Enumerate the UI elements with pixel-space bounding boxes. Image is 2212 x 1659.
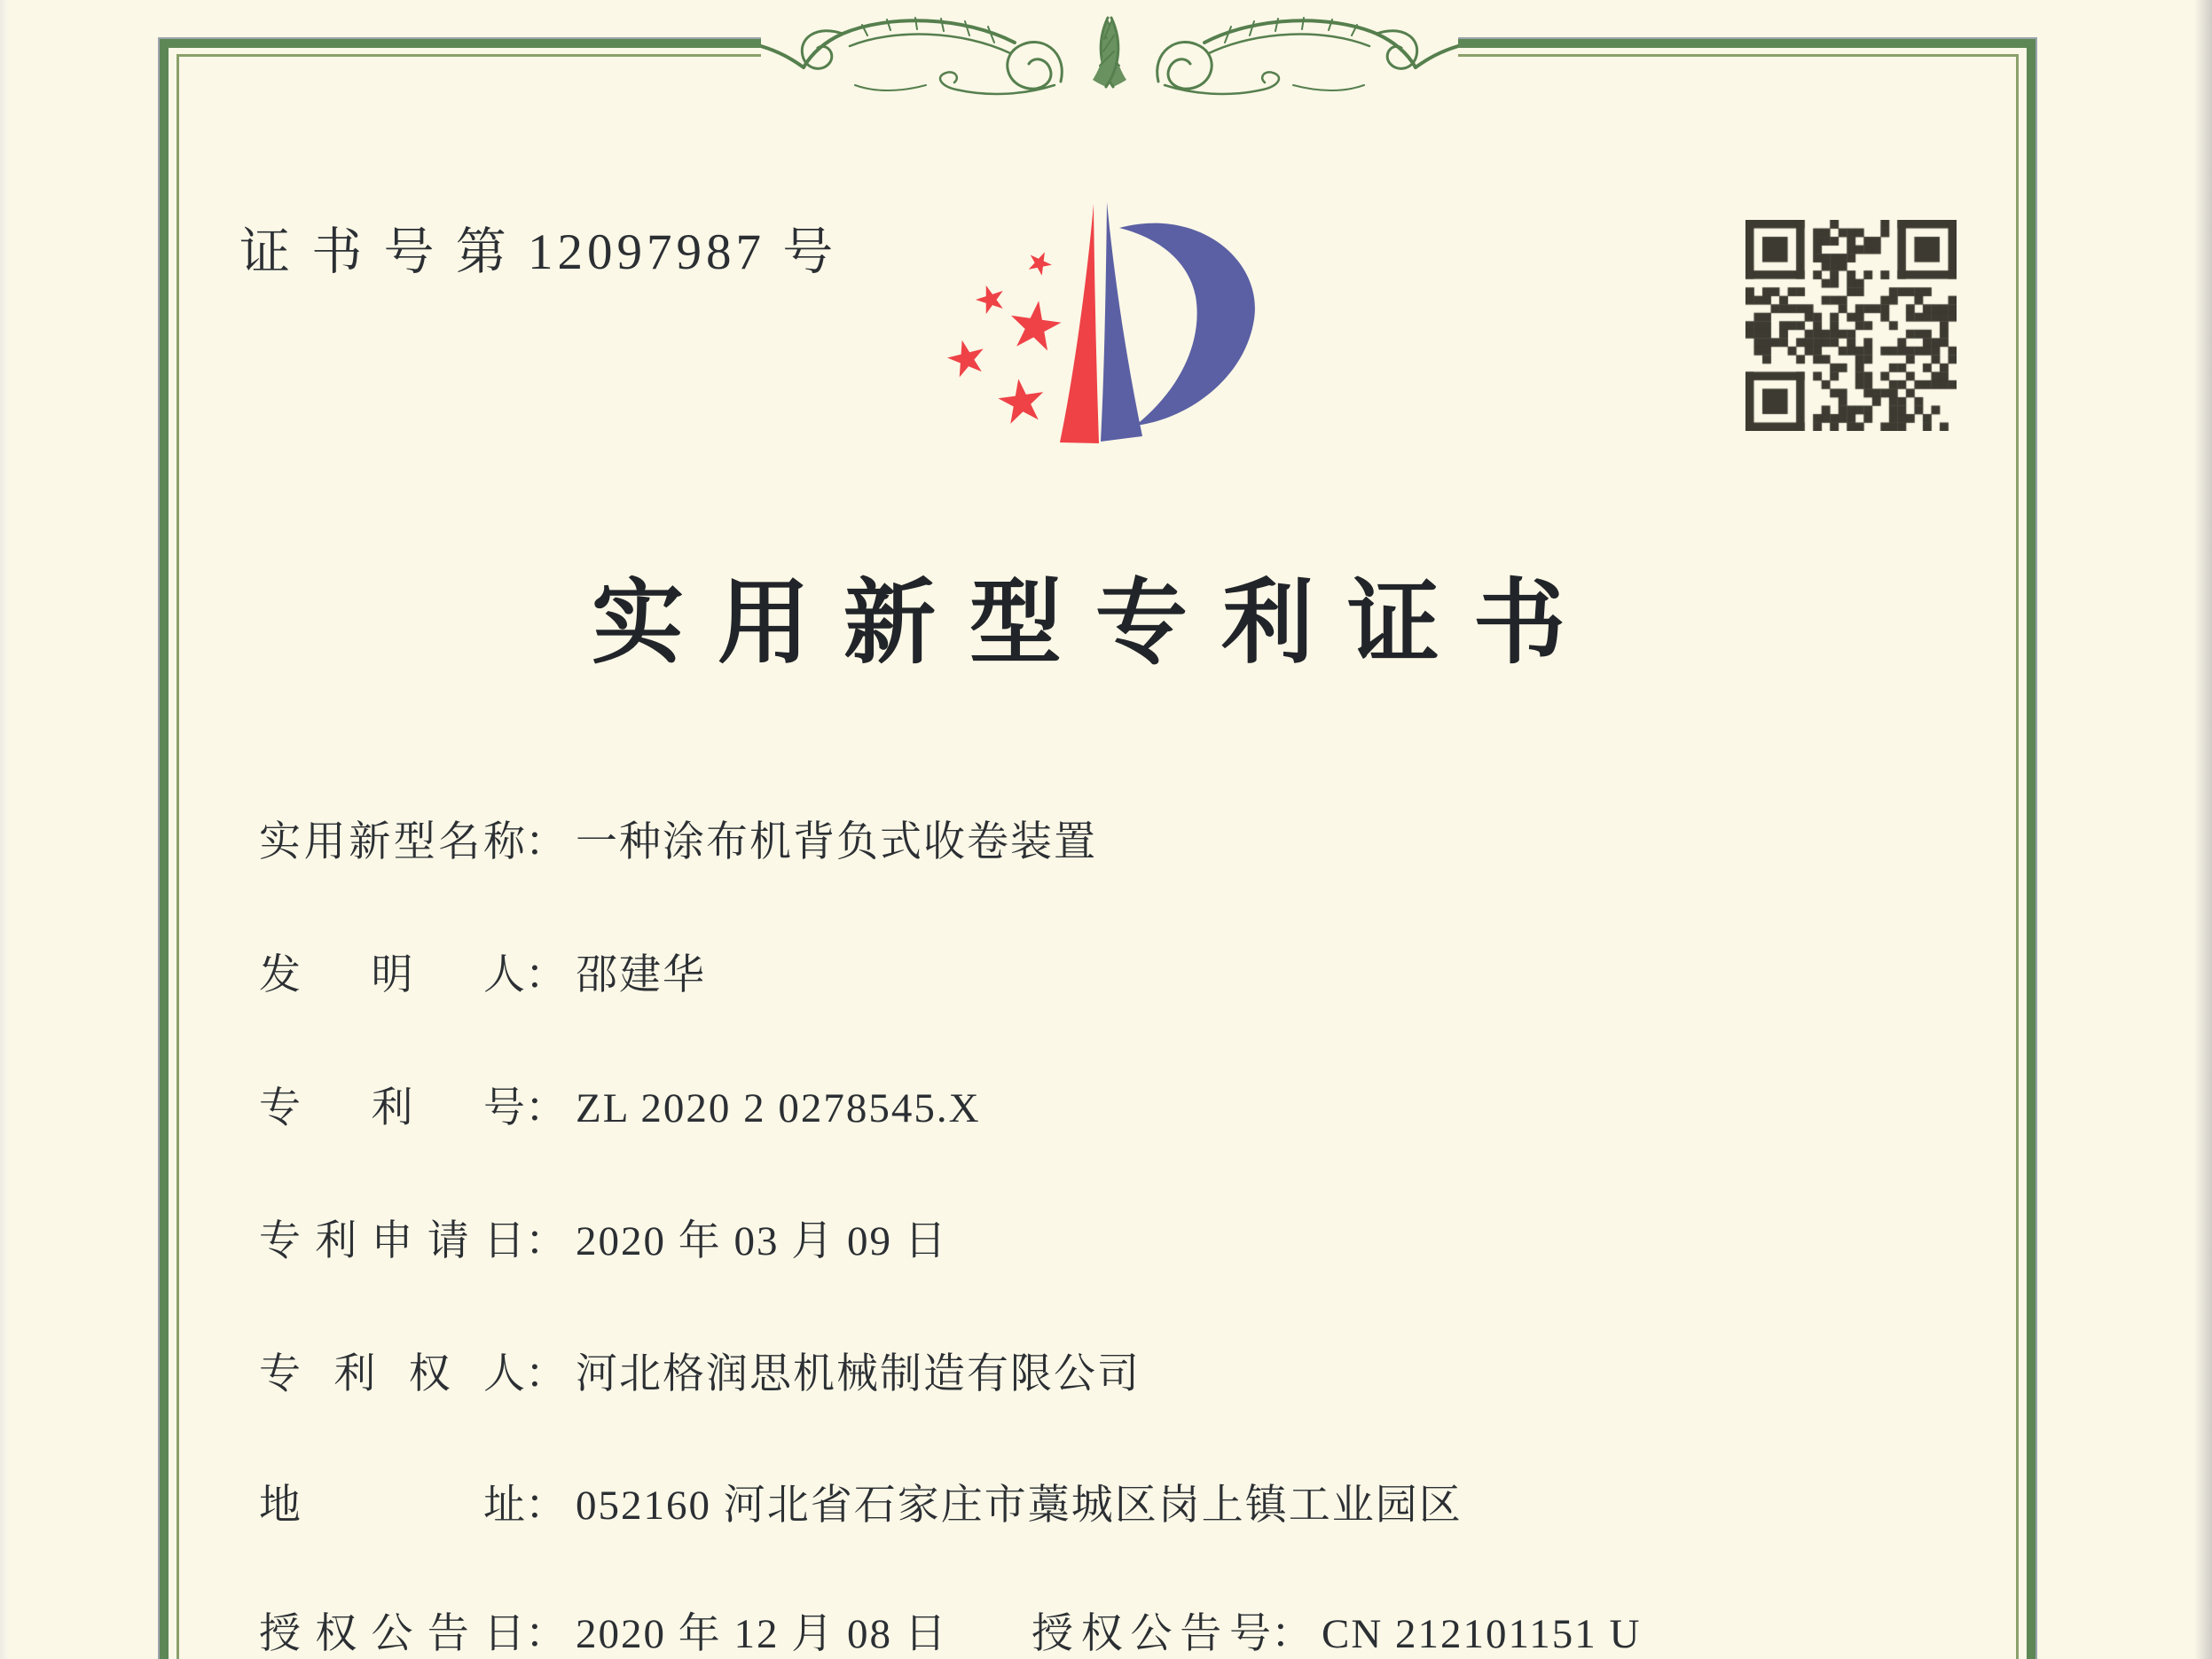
field-label: 授权公告日 bbox=[259, 1611, 525, 1657]
field-label: 专利号 bbox=[259, 1085, 525, 1131]
top-ornament-icon bbox=[761, 0, 1458, 106]
field-colon: ： bbox=[525, 819, 567, 865]
field-value: 052160 河北省石家庄市藁城区岗上镇工业园区 bbox=[576, 1483, 1463, 1529]
field-row-utility-model-name bbox=[259, 809, 1097, 868]
certificate-title: 实用新型专利证书 bbox=[591, 573, 1599, 675]
field-label: 实用新型名称 bbox=[259, 819, 525, 865]
scan-edge-right bbox=[2194, 0, 2212, 1659]
field-colon: ： bbox=[525, 1085, 567, 1131]
field-row-patent-number bbox=[259, 1075, 981, 1134]
field-colon: ： bbox=[1271, 1611, 1313, 1657]
field-value: 2020 年 12 月 08 日 bbox=[576, 1611, 948, 1657]
field-colon: ： bbox=[525, 952, 567, 998]
field-value: ZL 2020 2 0278545.X bbox=[576, 1085, 981, 1131]
field-row-address bbox=[259, 1472, 1463, 1531]
field-colon: ： bbox=[525, 1483, 567, 1529]
field-row-filing-date bbox=[259, 1208, 948, 1267]
field-row-grant-date bbox=[259, 1600, 948, 1659]
cnipa-logo-icon bbox=[931, 177, 1286, 479]
qr-code bbox=[1745, 220, 1957, 431]
field-value: 邵建华 bbox=[576, 952, 706, 998]
field-row-grant-publication-number bbox=[1031, 1600, 1642, 1659]
scan-edge-left bbox=[0, 0, 11, 1659]
field-label: 授权公告号 bbox=[1031, 1611, 1271, 1657]
certificate-number: 证 书 号 第 12097987 号 bbox=[239, 224, 838, 280]
field-label: 发明人 bbox=[259, 952, 525, 998]
field-value: 2020 年 03 月 09 日 bbox=[576, 1218, 948, 1264]
field-label: 地址 bbox=[259, 1483, 525, 1529]
field-value: 河北格润思机械制造有限公司 bbox=[576, 1351, 1141, 1397]
field-colon: ： bbox=[525, 1218, 567, 1264]
field-label: 专利申请日 bbox=[259, 1218, 525, 1264]
field-value: CN 212101151 U bbox=[1322, 1611, 1642, 1657]
field-label: 专利权人 bbox=[259, 1351, 525, 1397]
field-colon: ： bbox=[525, 1351, 567, 1397]
field-colon: ： bbox=[525, 1611, 567, 1657]
field-row-inventor bbox=[259, 942, 706, 1001]
field-value: 一种涂布机背负式收卷装置 bbox=[576, 819, 1097, 865]
field-row-patentee bbox=[259, 1341, 1141, 1400]
